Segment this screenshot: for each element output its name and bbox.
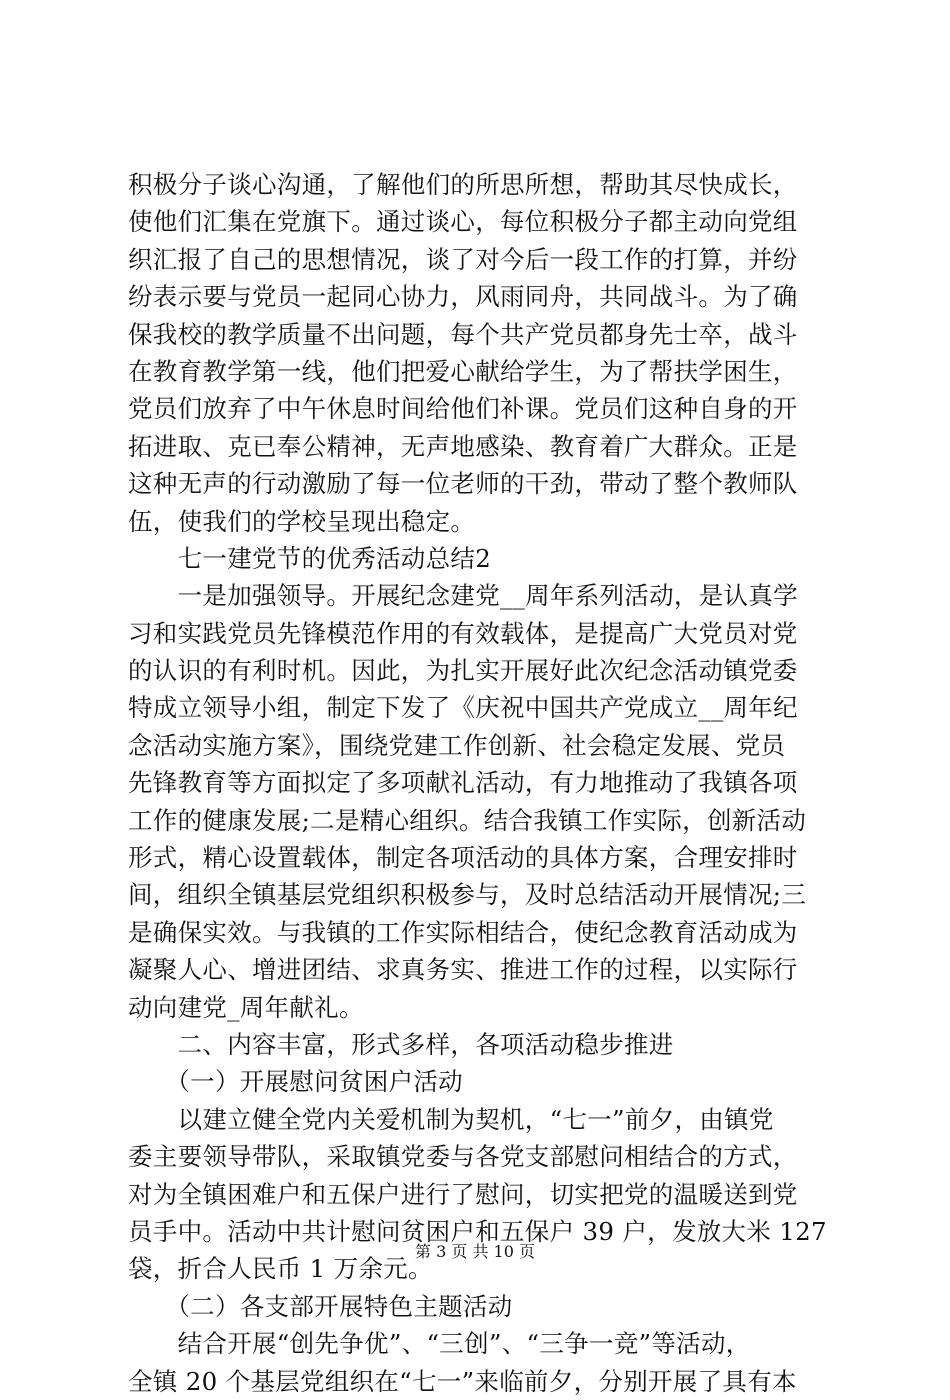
text-line: 结合开展“创先争优”、“三创”、“三争一竞”等活动， (128, 1329, 751, 1359)
text-line: 形式，精心设置载体，制定各项活动的具体方案，合理安排时 (128, 843, 798, 873)
text-line: 工作的健康发展;二是精心组织。结合我镇工作实际，创新活动 (128, 805, 807, 835)
section-heading: 二、内容丰富，形式多样，各项活动稳步推进 (128, 1029, 674, 1059)
text-line: 员手中。活动中共计慰问贫困户和五保户 39 户，发放大米 127 (128, 1216, 827, 1246)
text-line: 以建立健全党内关爱机制为契机，“七一”前夕，由镇党 (128, 1104, 774, 1134)
text-line: 积极分子谈心沟通，了解他们的所思所想，帮助其尽快成长， (128, 170, 798, 199)
text-line: 是确保实效。与我镇的工作实际相结合，使纪念教育活动成为 (128, 917, 798, 947)
text-line: 习和实践党员先锋模范作用的有效载体，是提高广大党员对党 (128, 618, 798, 648)
text-line: 凝聚人心、增进团结、求真务实、推进工作的过程，以实际行 (128, 955, 798, 985)
body-text (128, 166, 828, 1400)
text-line: 先锋教育等方面拟定了多项献礼活动，有力地推动了我镇各项 (128, 768, 798, 798)
text-line: 特成立领导小组，制定下发了《庆祝中国共产党成立__周年纪 (128, 693, 798, 723)
section-heading: 七一建党节的优秀活动总结2 (128, 543, 492, 573)
text-line: 委主要领导带队，采取镇党委与各党支部慰问相结合的方式， (128, 1142, 798, 1172)
text-line: 在教育教学第一线，他们把爱心献给学生，为了帮扶学困生， (128, 356, 798, 386)
page-number-footer: 第 3 页 共 10 页 (415, 1242, 535, 1261)
text-line: 织汇报了自己的思想情况，谈了对今后一段工作的打算，并纷 (128, 244, 798, 274)
text-line: 这种无声的行动激励了每一位老师的干劲，带动了整个教师队 (128, 469, 798, 499)
text-line: 全镇 20 个基层党组织在“七一”来临前夕，分别开展了具有本 (128, 1366, 797, 1396)
text-line: 一是加强领导。开展纪念建党__周年系列活动，是认真学 (128, 581, 798, 611)
text-line: 伍，使我们的学校呈现出稳定。 (128, 506, 476, 536)
subsection-heading: （二）各支部开展特色主题活动 (128, 1291, 513, 1321)
text-line: 念活动实施方案》，围绕党建工作创新、社会稳定发展、党员 (128, 730, 786, 760)
text-line: 纷表示要与党员一起同心协力，风雨同舟，共同战斗。为了确 (128, 282, 798, 312)
text-line: 间，组织全镇基层党组织积极参与，及时总结活动开展情况;三 (128, 880, 807, 910)
text-line: 保我校的教学质量不出问题，每个共产党员都身先士卒，战斗 (128, 319, 798, 349)
subsection-heading: （一）开展慰问贫困户活动 (128, 1067, 463, 1097)
text-line: 对为全镇困难户和五保户进行了慰问，切实把党的温暖送到党 (128, 1179, 798, 1209)
text-line: 袋，折合人民币 1 万余元。 (128, 1254, 433, 1284)
text-line: 使他们汇集在党旗下。通过谈心，每位积极分子都主动向党组 (128, 207, 798, 237)
text-line: 的认识的有利时机。因此，为扎实开展好此次纪念活动镇党委 (128, 656, 798, 686)
text-line: 拓进取、克已奉公精神，无声地感染、教育着广大群众。正是 (128, 431, 798, 461)
text-line: 动向建党_周年献礼。 (128, 992, 364, 1022)
text-line: 党员们放弃了中午休息时间给他们补课。党员们这种自身的开 (128, 394, 798, 424)
